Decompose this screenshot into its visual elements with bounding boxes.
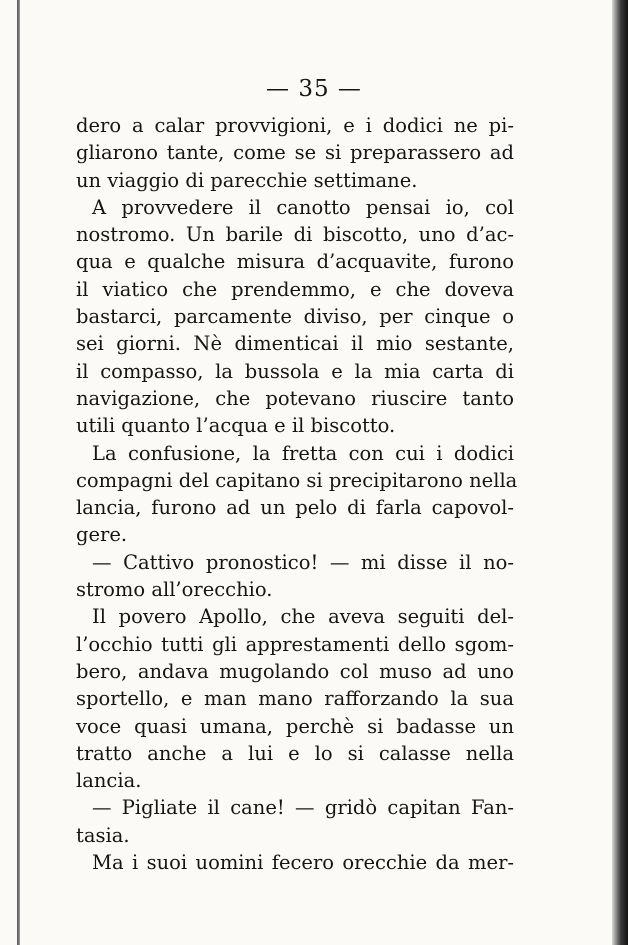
text-line: bero, andava mugolando col muso ad uno — [76, 659, 514, 683]
page-left-edge — [17, 0, 20, 945]
body-text — [76, 112, 518, 876]
text-line: nostromo. Un barile di biscotto, uno d’ac- — [76, 223, 514, 247]
text-line: il viatico che prendemmo, e che doveva — [76, 277, 514, 301]
text-line: tasia. — [76, 823, 130, 847]
page-number: — 35 — — [266, 76, 362, 102]
text-line: dero a calar provvigioni, e i dodici ne pi- — [76, 114, 514, 137]
text-line: lancia. — [76, 769, 142, 793]
text-line: gere. — [76, 523, 128, 547]
text-line: Ma i suoi uomini fecero orecchie da mer- — [92, 851, 514, 875]
text-line: bastarci, parcamente diviso, per cinque o — [76, 305, 514, 329]
text-line: sportello, e man mano rafforzando la sua — [76, 687, 514, 711]
text-line: A provvedere il canotto pensai io, col — [92, 195, 514, 219]
text-line: tratto anche a lui e lo si calasse nella — [76, 741, 514, 765]
text-line: La confusione, la fretta con cui i dodici — [92, 441, 514, 465]
text-line: — Cattivo pronostico! — mi disse il no- — [92, 550, 514, 574]
text-line: un viaggio di parecchie settimane. — [76, 168, 418, 192]
text-line: qua e qualche misura d’acquavite, furono — [76, 250, 514, 274]
text-line: navigazione, che potevano riuscire tanto — [76, 386, 514, 410]
text-line: il compasso, la bussola e la mia carta di — [76, 359, 514, 383]
page-right-edge — [612, 0, 628, 945]
text-line: gliarono tante, come se si preparassero ad — [76, 141, 514, 165]
text-line: compagni del capitano si precipitarono nella — [76, 468, 518, 492]
text-line: sei giorni. Nè dimenticai il mio sestante, — [76, 332, 514, 356]
text-line: utili quanto l’acqua e il biscotto. — [76, 414, 396, 438]
text-line: lancia, furono ad un pelo di farla capovol- — [76, 496, 514, 520]
text-line: — Pigliate il cane! — gridò capitan Fan- — [92, 796, 514, 820]
text-line: voce quasi umana, perchè si badasse un — [76, 714, 514, 738]
text-line: l’occhio tutti gli apprestamenti dello sgom- — [76, 632, 514, 656]
text-line: Il povero Apollo, che aveva seguiti del- — [92, 605, 514, 629]
text-line: stromo all’orecchio. — [76, 578, 273, 602]
